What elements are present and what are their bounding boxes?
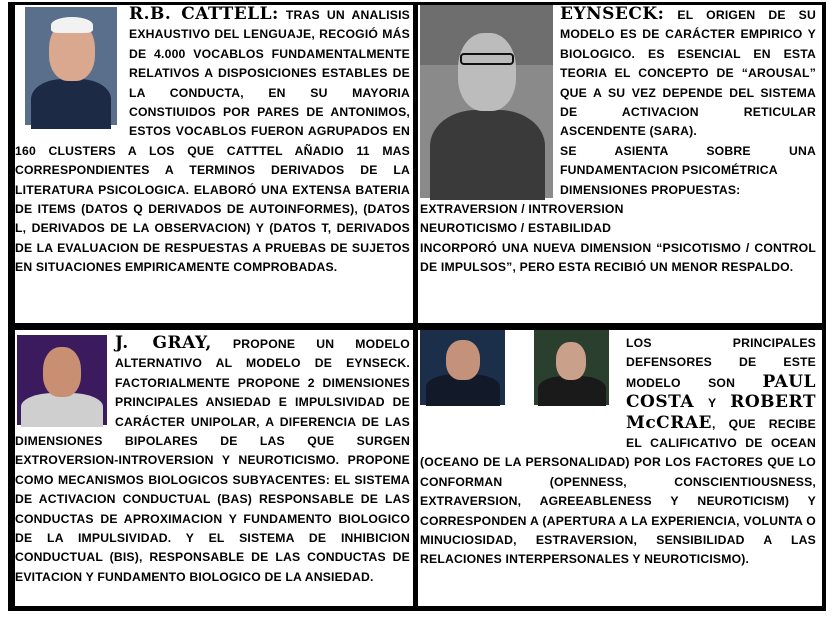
mccrae-name: ROBERT McCRAE: [626, 392, 816, 433]
eysenck-text-block: [420, 5, 816, 278]
eysenck-text-2: SE ASIENTA SOBRE UNA FUNDAMENTACION PSICOMÉTRICA: [560, 143, 816, 178]
cattell-text: TRAS UN ANALISIS EXHAUSTIVO DEL LENGUAJE, RECOGIÓ MÁS DE 4.000 VOCABLOS FUNDAMENTALMENTE RELATIVOS A DISPOSICIONES ESTABLES DE LA CONDUCTA, EN SU MAYORIA CONSTIUIDOS POR PARES DE ANTONIMOS, ESTOS VOCABLOS FUERON AGRUPADOS EN 160 CLUSTERS A LOS QUE CATTTEL AÑADIO 11 MAS CORRESPONDIENTES A TERMINOS DERIVADOS DE LA LITERATURA PSICOLOGICA. ELABORÓ UNA EXTENSA BATERIA DE ITEMS (DATOS Q DERIVADOS DE AUTOINFORMES), (DATOS L, DERIVADOS DE LA OBSERVACION) Y (DATOS T, DERIVADOS DE LA EVALUACION DE RESPUESTAS A PRUEBAS DE SUJETOS EN SITUACIONES EMPIRICAMENTE COMPROBADAS.: [15, 8, 410, 275]
eysenck-text-3: DIMENSIONES PROPUESTAS:: [560, 182, 741, 197]
cattell-text-block: [15, 5, 410, 278]
cattell-panel: [15, 5, 413, 323]
eysenck-text-1: EL ORIGEN DE SU MODELO ES DE CARÁCTER EMPIRICO Y BIOLOGICO. ES ESENCIAL EN ESTA TEORIA EL CONCEPTO DE “AROUSAL” QUE A SU VEZ DEPENDE DEL SISTEMA DE ACTIVACION RETICULAR ASCENDENTE (SARA).: [560, 8, 816, 139]
ocean-text: , QUE RECIBE EL CALIFICATIVO DE OCEAN (OCEANO DE LA PERSONALIDAD) POR LOS FACTORES QUE LO CONFORMAN (OPENNESS, CONSCIENTIOUSNESS, EXTRAVERSION, AGREEABLENESS Y NEUROTICISM) Y CORRESPONDEN A (APERTURA A LA EXPERIENCIA, VOLUNTA O MINUCIOSIDAD, ESTRAVERSION, SENSIBILIDAD A LAS RELACIONES INTERPERSONALES Y NEUROTICISMO).: [420, 416, 816, 567]
cattell-name: R.B. CATTELL:: [129, 5, 279, 24]
eysenck-panel: [418, 5, 822, 323]
eysenck-dimension-1: EXTRAVERSION / INTROVERSION: [420, 202, 624, 217]
gray-name: J. GRAY,: [115, 333, 212, 353]
ocean-panel: [418, 330, 822, 606]
gray-text-block: [15, 334, 410, 587]
costa-name: PAUL COSTA: [626, 371, 816, 413]
gray-text: PROPONE UN MODELO ALTERNATIVO AL MODELO DE EYNSECK. FACTORIALMENTE PROPONE 2 DIMENSIONES PRINCIPALES ANSIEDAD E IMPULSIVIDAD DE CARÁCTER UNIPOLAR, A DIFERENCIA DE LAS DIMENSIONES BIPOLARES DE LAS QUE SURGEN EXTROVERSION-INTROVERSION Y NEUROTICISMO. PROPONE COMO MECANISMOS BIOLOGICOS SUBYACENTES: EL SISTEMA DE ACTIVACION CONDUCTUAL (BAS) RESPONSABLE DE LAS CONDUCTAS DE APROXIMACION Y FUNDAMENTO BIOLOGICO DE LA IMPULSIVIDAD. Y EL SISTEMA DE INHIBICION CONDUCTUAL (BIS), RESPONSABLE DE LAS CONDUCTAS DE EVITACION Y FUNDAMENTO BIOLOGICO DE LA ANSIEDAD.: [15, 337, 410, 584]
ocean-intro: LOS PRINCIPALES DEFENSORES DE ESTE MODELO SON: [626, 336, 816, 390]
gray-panel: [15, 330, 413, 606]
eysenck-name: EYNSECK:: [560, 5, 665, 24]
ocean-conjunction: Y: [707, 396, 717, 411]
eysenck-dimension-2: NEUROTICISMO / ESTABILIDAD: [420, 221, 612, 236]
eysenck-text-4: INCORPORÓ UNA NUEVA DIMENSION “PSICOTISMO / CONTROL DE IMPULSOS”, PERO ESTA RECIBIÓ UN MENOR RESPALDO.: [420, 240, 816, 275]
ocean-text-block: [420, 334, 816, 570]
